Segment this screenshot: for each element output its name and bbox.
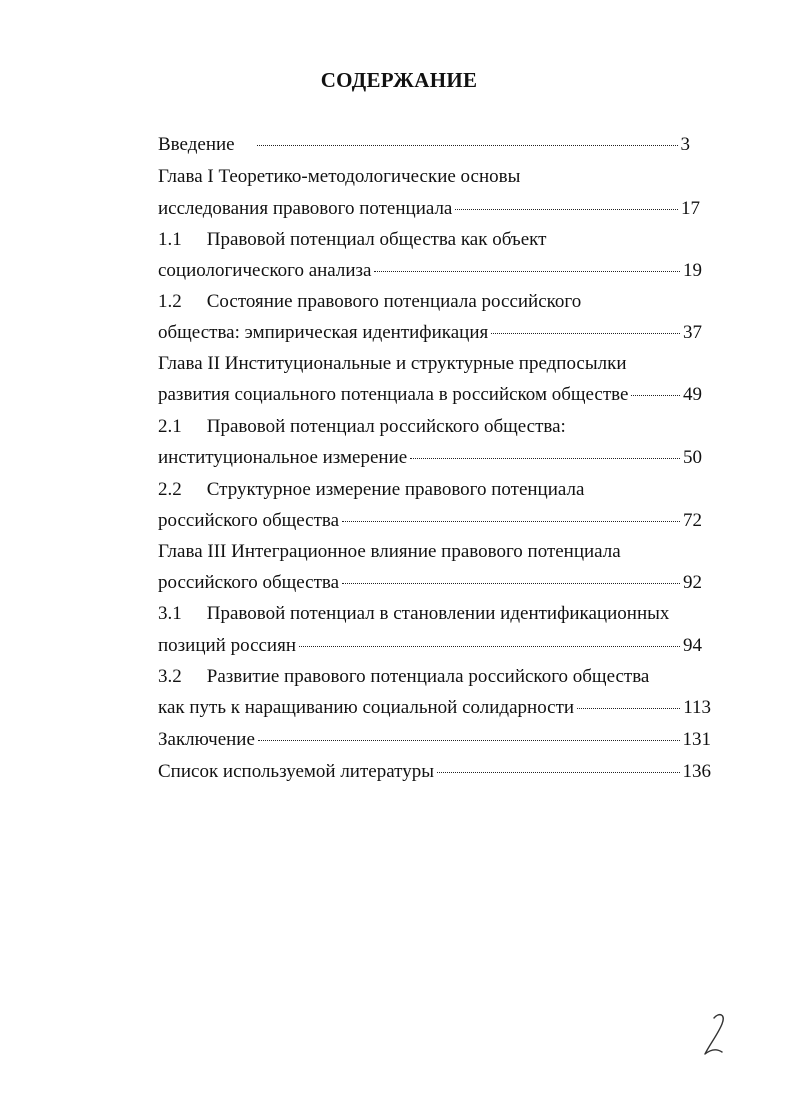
dot-leader xyxy=(374,271,680,272)
toc-entry-text: Глава I Теоретико-методологические основы xyxy=(158,166,521,187)
toc-page-number: 72 xyxy=(683,510,702,531)
toc-entry-chapter-3-line1[interactable] xyxy=(158,540,621,564)
toc-entry-text: Список используемой литературы xyxy=(158,761,434,782)
toc-page-number: 92 xyxy=(683,572,702,593)
toc-entry-chapter-2-line1[interactable] xyxy=(158,352,627,376)
toc-entry-3-1-line2[interactable] xyxy=(158,634,702,658)
section-number: 3.2 xyxy=(158,666,182,687)
toc-entry-chapter-1-line2[interactable] xyxy=(158,197,700,221)
toc-entry-1-2-line1[interactable] xyxy=(158,290,581,314)
toc-entry-chapter-1-line1[interactable] xyxy=(158,165,520,189)
toc-entry-chapter-2-line2[interactable] xyxy=(158,383,702,407)
toc-entry-text: позиций россиян xyxy=(158,635,297,656)
toc-entry-1-2-line2[interactable] xyxy=(158,321,702,345)
toc-entry-text: исследования правового потенциала xyxy=(158,198,453,219)
toc-entry-1-1-line1[interactable] xyxy=(158,228,546,252)
toc-page-number: 17 xyxy=(681,198,700,219)
toc-entry-conclusion[interactable] xyxy=(158,728,711,752)
dot-leader xyxy=(491,333,680,334)
toc-entry-text: институциональное измерение xyxy=(158,447,408,468)
toc-page-number: 136 xyxy=(682,761,711,782)
toc-page-number: 37 xyxy=(683,322,702,343)
toc-entry-text: Глава II Институциональные и структурные предпосылки xyxy=(158,353,627,374)
toc-page-number: 50 xyxy=(683,447,702,468)
toc-entry-text: Структурное измерение правового потенциала xyxy=(206,479,585,500)
toc-page-number: 113 xyxy=(683,697,711,718)
section-number: 2.2 xyxy=(158,479,182,500)
toc-entry-text: Правовой потенциал общества как объект xyxy=(206,229,547,250)
toc-page-number: 94 xyxy=(683,635,702,656)
toc-entry-text: общества: эмпирическая идентификация xyxy=(158,322,489,343)
toc-entry-text: Заключение xyxy=(158,729,255,750)
section-number: 1.2 xyxy=(158,291,182,312)
toc-page-number: 131 xyxy=(682,729,711,750)
toc-entry-2-2-line1[interactable] xyxy=(158,478,584,502)
toc-entry-text: Глава III Интеграционное влияние правового потенциала xyxy=(158,541,621,562)
section-number: 2.1 xyxy=(158,416,182,437)
dot-leader xyxy=(455,209,678,210)
toc-page-number: 49 xyxy=(683,384,702,405)
toc-entry-2-1-line2[interactable] xyxy=(158,446,702,470)
toc-entry-text: Правовой потенциал российского общества: xyxy=(206,416,566,437)
toc-page-number: 19 xyxy=(683,260,702,281)
dot-leader xyxy=(342,583,680,584)
toc-entry-3-2-line1[interactable] xyxy=(158,665,649,689)
toc-entry-bibliography[interactable] xyxy=(158,760,711,784)
toc-entry-text: российского общества xyxy=(158,510,340,531)
toc-entry-text: Состояние правового потенциала российского xyxy=(206,291,582,312)
toc-entry-1-1-line2[interactable] xyxy=(158,259,702,283)
dot-leader xyxy=(631,395,680,396)
dot-leader xyxy=(410,458,680,459)
toc-entry-2-1-line1[interactable] xyxy=(158,415,566,439)
toc-entry-3-2-line2[interactable] xyxy=(158,696,711,720)
toc-entry-text: Введение xyxy=(158,134,235,155)
dot-leader xyxy=(299,646,680,647)
toc-entry-2-2-line2[interactable] xyxy=(158,509,702,533)
toc-entry-text: Развитие правового потенциала российского общества xyxy=(206,666,650,687)
toc-entry-chapter-3-line2[interactable] xyxy=(158,571,702,595)
toc-entry-3-1-line1[interactable] xyxy=(158,602,669,626)
dot-leader xyxy=(257,145,678,146)
dot-leader xyxy=(437,772,680,773)
toc-entry-introduction[interactable] xyxy=(158,133,690,157)
section-number: 1.1 xyxy=(158,229,182,250)
toc-entry-text: российского общества xyxy=(158,572,340,593)
handwritten-page-mark xyxy=(700,1010,730,1060)
page-title: СОДЕРЖАНИЕ xyxy=(320,68,478,92)
toc-page-number: 3 xyxy=(680,134,690,155)
section-number: 3.1 xyxy=(158,603,182,624)
dot-leader xyxy=(342,521,680,522)
toc-entry-text: социологического анализа xyxy=(158,260,372,281)
toc-entry-text: как путь к наращиванию социальной солидарности xyxy=(158,697,575,718)
dot-leader xyxy=(258,740,680,741)
dot-leader xyxy=(577,708,680,709)
toc-entry-text: развития социального потенциала в российском обществе xyxy=(158,384,629,405)
toc-entry-text: Правовой потенциал в становлении идентификационных xyxy=(206,603,670,624)
